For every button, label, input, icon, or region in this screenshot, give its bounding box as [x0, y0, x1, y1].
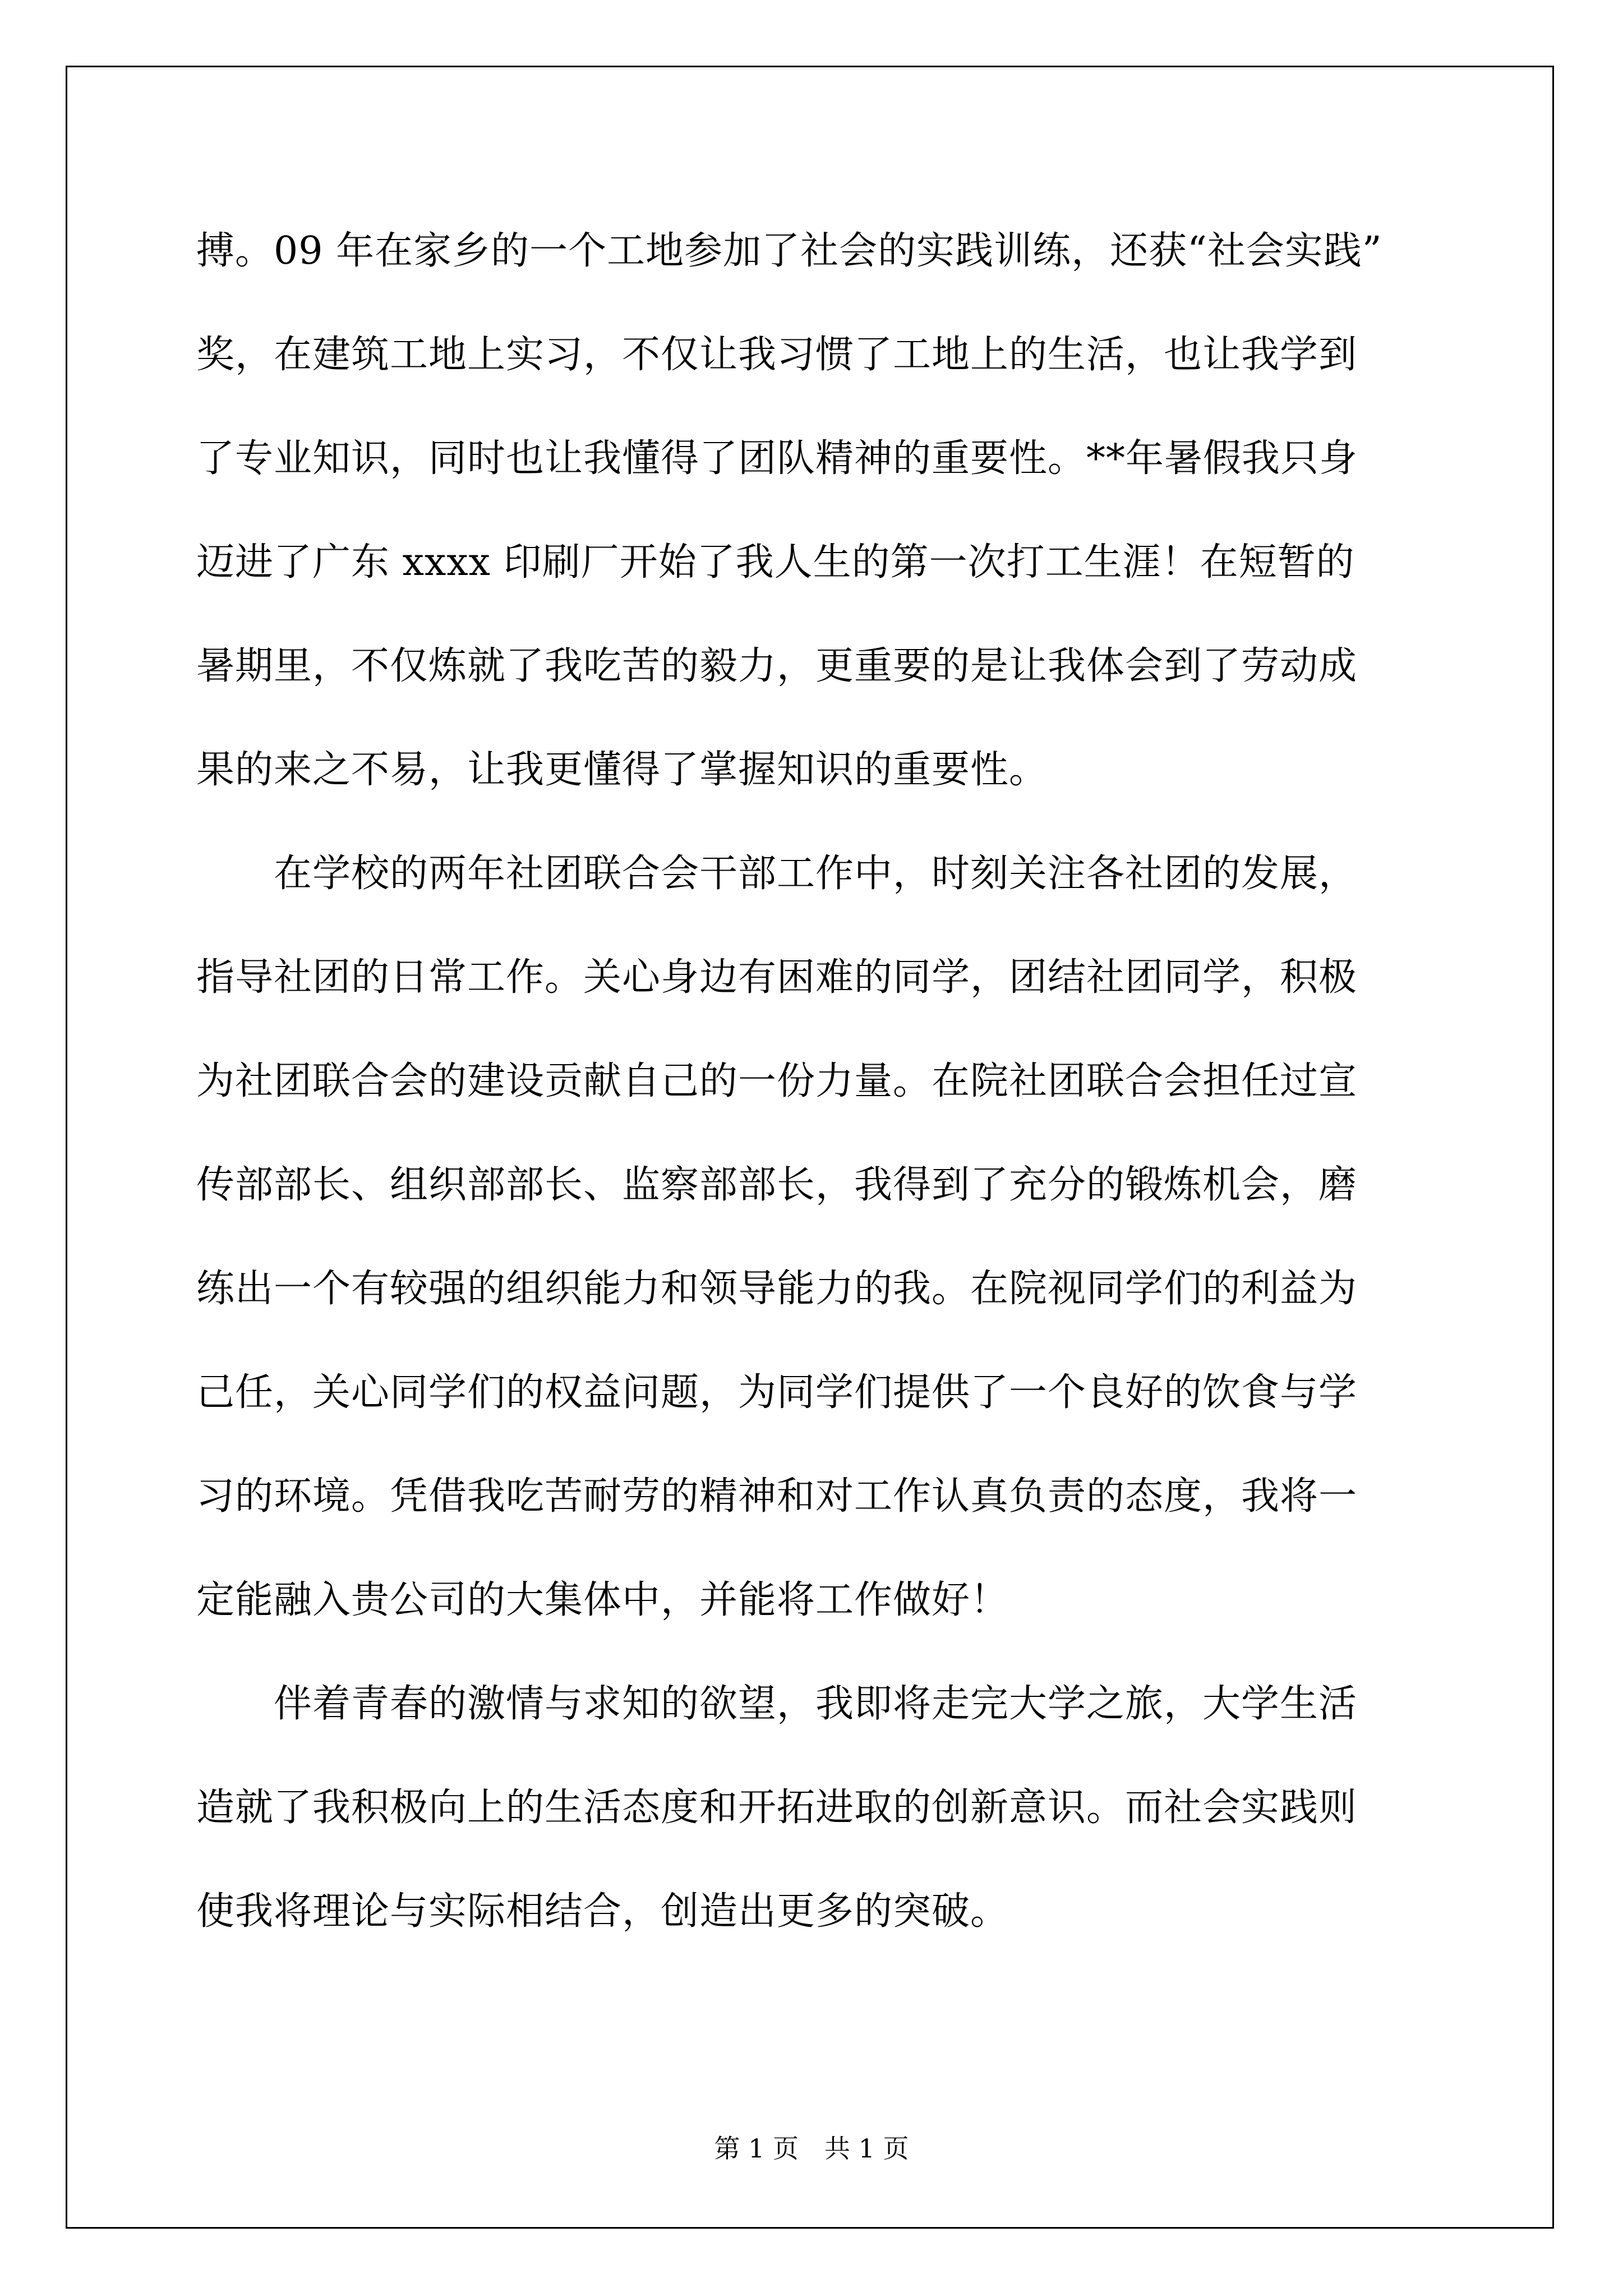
text-line: 暑期里，不仅炼就了我吃苦的毅力，更重要的是让我体会到了劳动成 — [196, 644, 1358, 688]
text-line: 使我将理论与实际相结合，创造出更多的突破。 — [196, 1889, 1009, 1934]
text-line: 了专业知识，同时也让我懂得了团队精神的重要性。**年暑假我只身 — [196, 436, 1358, 481]
text-line: 练出一个有较强的组织能力和领导能力的我。在院视同学们的利益为 — [196, 1267, 1358, 1311]
page-number-footer: 第 1 页 共 1 页 — [714, 2133, 909, 2164]
text-line: 指导社团的日常工作。关心身边有困难的同学，团结社团同学，积极 — [196, 955, 1358, 1000]
text-line: 伴着青春的激情与求知的欲望，我即将走完大学之旅，大学生活 — [196, 1682, 1358, 1726]
text-line: 习的环境。凭借我吃苦耐劳的精神和对工作认真负责的态度，我将一 — [196, 1474, 1358, 1519]
text-line: 为社团联合会的建设贡献自己的一份力量。在院社团联合会担任过宣 — [196, 1059, 1358, 1103]
text-line: 奖，在建筑工地上实习，不仅让我习惯了工地上的生活，也让我学到 — [196, 333, 1358, 377]
text-line: 搏。09 年在家乡的一个工地参加了社会的实践训练，还获“社会实践” — [196, 229, 1382, 273]
text-line: 造就了我积极向上的生活态度和开拓进取的创新意识。而社会实践则 — [196, 1786, 1358, 1830]
text-line: 在学校的两年社团联合会干部工作中，时刻关注各社团的发展， — [196, 852, 1358, 896]
text-line: 定能融入贵公司的大集体中，并能将工作做好！ — [196, 1578, 1009, 1622]
body-text — [196, 199, 1430, 1963]
text-line: 己任，关心同学们的权益问题，为同学们提供了一个良好的饮食与学 — [196, 1370, 1358, 1415]
text-line: 传部部长、组织部部长、监察部部长，我得到了充分的锻炼机会，磨 — [196, 1163, 1358, 1207]
text-line: 果的来之不易，让我更懂得了掌握知识的重要性。 — [196, 748, 1048, 792]
text-line: 迈进了广东 xxxx 印刷厂开始了我人生的第一次打工生涯！在短暂的 — [196, 540, 1355, 585]
